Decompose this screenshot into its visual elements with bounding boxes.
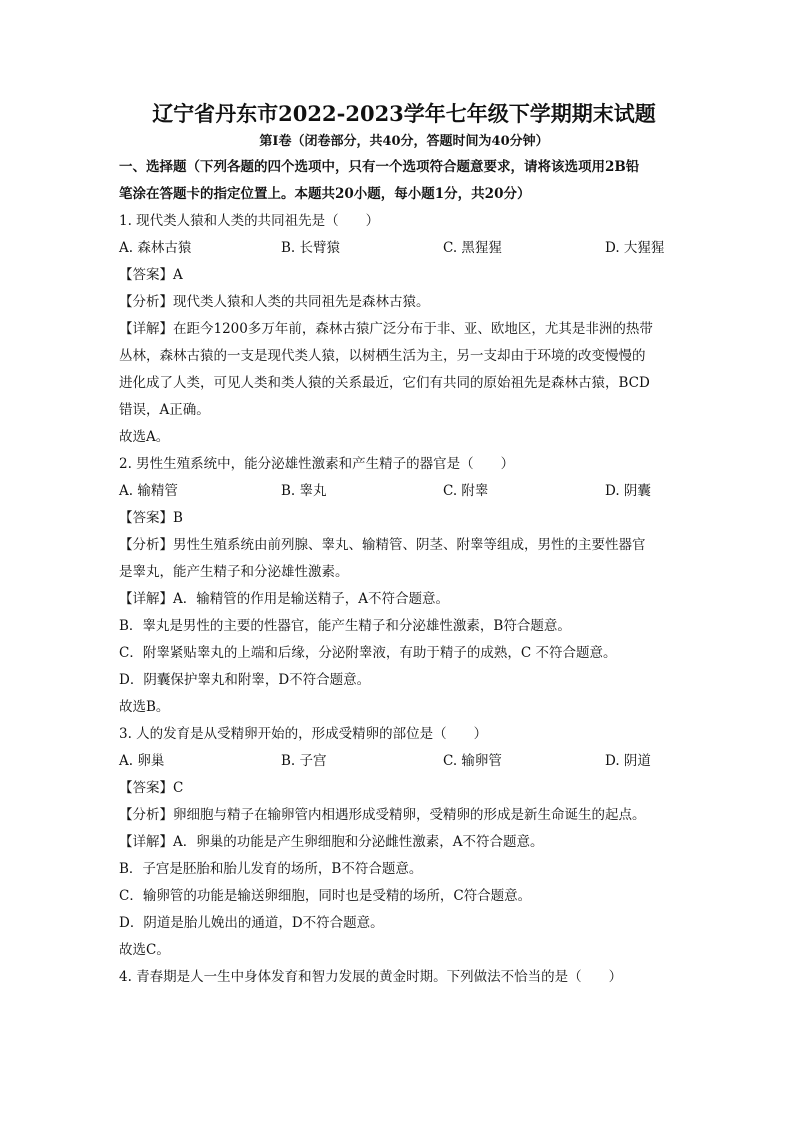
question-3-detail-line: B．子宫是胚胎和胎儿发育的场所，B不符合题意。 <box>119 861 423 877</box>
question-3-option-a: A. 卵巢 <box>119 753 165 769</box>
question-3-option-c: C. 输卵管 <box>443 753 502 769</box>
question-3-answer: 【答案】C <box>119 780 184 796</box>
question-1-option-b: B. 长臂猿 <box>281 240 341 256</box>
question-3-detail-line: 【详解】A．卵巢的功能是产生卵细胞和分泌雌性激素，A不符合题意。 <box>119 834 544 850</box>
question-2-detail-line: 【详解】A．输精管的作用是输送精子，A不符合题意。 <box>119 591 449 607</box>
exam-page <box>119 100 679 991</box>
question-1-detail-line: 【详解】在距今1200多万年前，森林古猿广泛分布于非、亚、欧地区，尤其是非洲的热带 <box>119 321 653 337</box>
page-title: 辽宁省丹东市2022-2023学年七年级下学期期末试题 <box>152 101 656 126</box>
question-1-option-c: C. 黑猩猩 <box>443 240 502 256</box>
question-3-option-b: B. 子宫 <box>281 753 327 769</box>
question-1-option-d: D. 大猩猩 <box>605 240 665 256</box>
question-4-stem: 4. 青春期是人一生中身体发育和智力发展的黄金时期。下列做法不恰当的是（ ） <box>119 969 623 985</box>
question-3-options <box>119 748 679 775</box>
question-3-conclusion: 故选C。 <box>119 942 170 958</box>
question-1-answer: 【答案】A <box>119 267 183 283</box>
question-3-stem: 3. 人的发育是从受精卵开始的，形成受精卵的部位是（ ） <box>119 726 488 742</box>
question-2-conclusion: 故选B。 <box>119 699 170 715</box>
question-1-detail-line: 丛林，森林古猿的一支是现代类人猿，以树栖生活为主，另一支却由于环境的改变慢慢的 <box>119 348 646 364</box>
question-1-conclusion: 故选A。 <box>119 429 170 445</box>
question-2-option-d: D. 阴囊 <box>605 483 651 499</box>
question-2-analysis-line: 是睾丸，能产生精子和分泌雄性激素。 <box>119 564 349 580</box>
question-2-options <box>119 478 679 505</box>
question-2-stem: 2. 男性生殖系统中，能分泌雄性激素和产生精子的器官是（ ） <box>119 456 515 472</box>
question-2-detail-line: C．附睾紧贴睾丸的上端和后缘，分泌附睾液，有助于精子的成熟，C 不符合题意。 <box>119 645 617 661</box>
question-1-options <box>119 235 679 262</box>
section-instructions-line1: 一、选择题（下列各题的四个选项中，只有一个选项符合题意要求，请将该选项用2B铅 <box>119 159 640 175</box>
question-3-detail-line: D．阴道是胎儿娩出的通道，D不符合题意。 <box>119 915 384 931</box>
question-1-stem: 1. 现代类人猿和人类的共同祖先是（ ） <box>119 213 380 229</box>
question-1-detail-line: 进化成了人类，可见人类和类人猿的关系最近，它们有共同的原始祖先是森林古猿，BCD <box>119 375 650 391</box>
question-2-option-c: C. 附睾 <box>443 483 489 499</box>
question-2-detail-line: B．睾丸是男性的主要的性器官，能产生精子和分泌雄性激素，B符合题意。 <box>119 618 571 634</box>
question-3-analysis: 【分析】卵细胞与精子在输卵管内相遇形成受精卵，受精卵的形成是新生命诞生的起点。 <box>119 807 646 823</box>
question-3-option-d: D. 阴道 <box>605 753 651 769</box>
question-1-option-a: A. 森林古猿 <box>119 240 192 256</box>
question-2-answer: 【答案】B <box>119 510 183 526</box>
question-1-detail-line: 错误，A正确。 <box>119 402 210 418</box>
page-subtitle: 第I卷（闭卷部分，共40分，答题时间为40分钟） <box>259 134 549 149</box>
section-instructions-line2: 笔涂在答题卡的指定位置上。本题共20小题，每小题1分，共20分） <box>119 186 531 202</box>
question-2-analysis-line: 【分析】男性生殖系统由前列腺、睾丸、输精管、阴茎、附睾等组成，男性的主要性器官 <box>119 537 646 553</box>
question-2-option-a: A. 输精管 <box>119 483 178 499</box>
question-1-analysis: 【分析】现代类人猿和人类的共同祖先是森林古猿。 <box>119 294 430 310</box>
question-2-detail-line: D．阴囊保护睾丸和附睾，D不符合题意。 <box>119 672 371 688</box>
question-2-option-b: B. 睾丸 <box>281 483 327 499</box>
question-3-detail-line: C．输卵管的功能是输送卵细胞，同时也是受精的场所，C符合题意。 <box>119 888 532 904</box>
